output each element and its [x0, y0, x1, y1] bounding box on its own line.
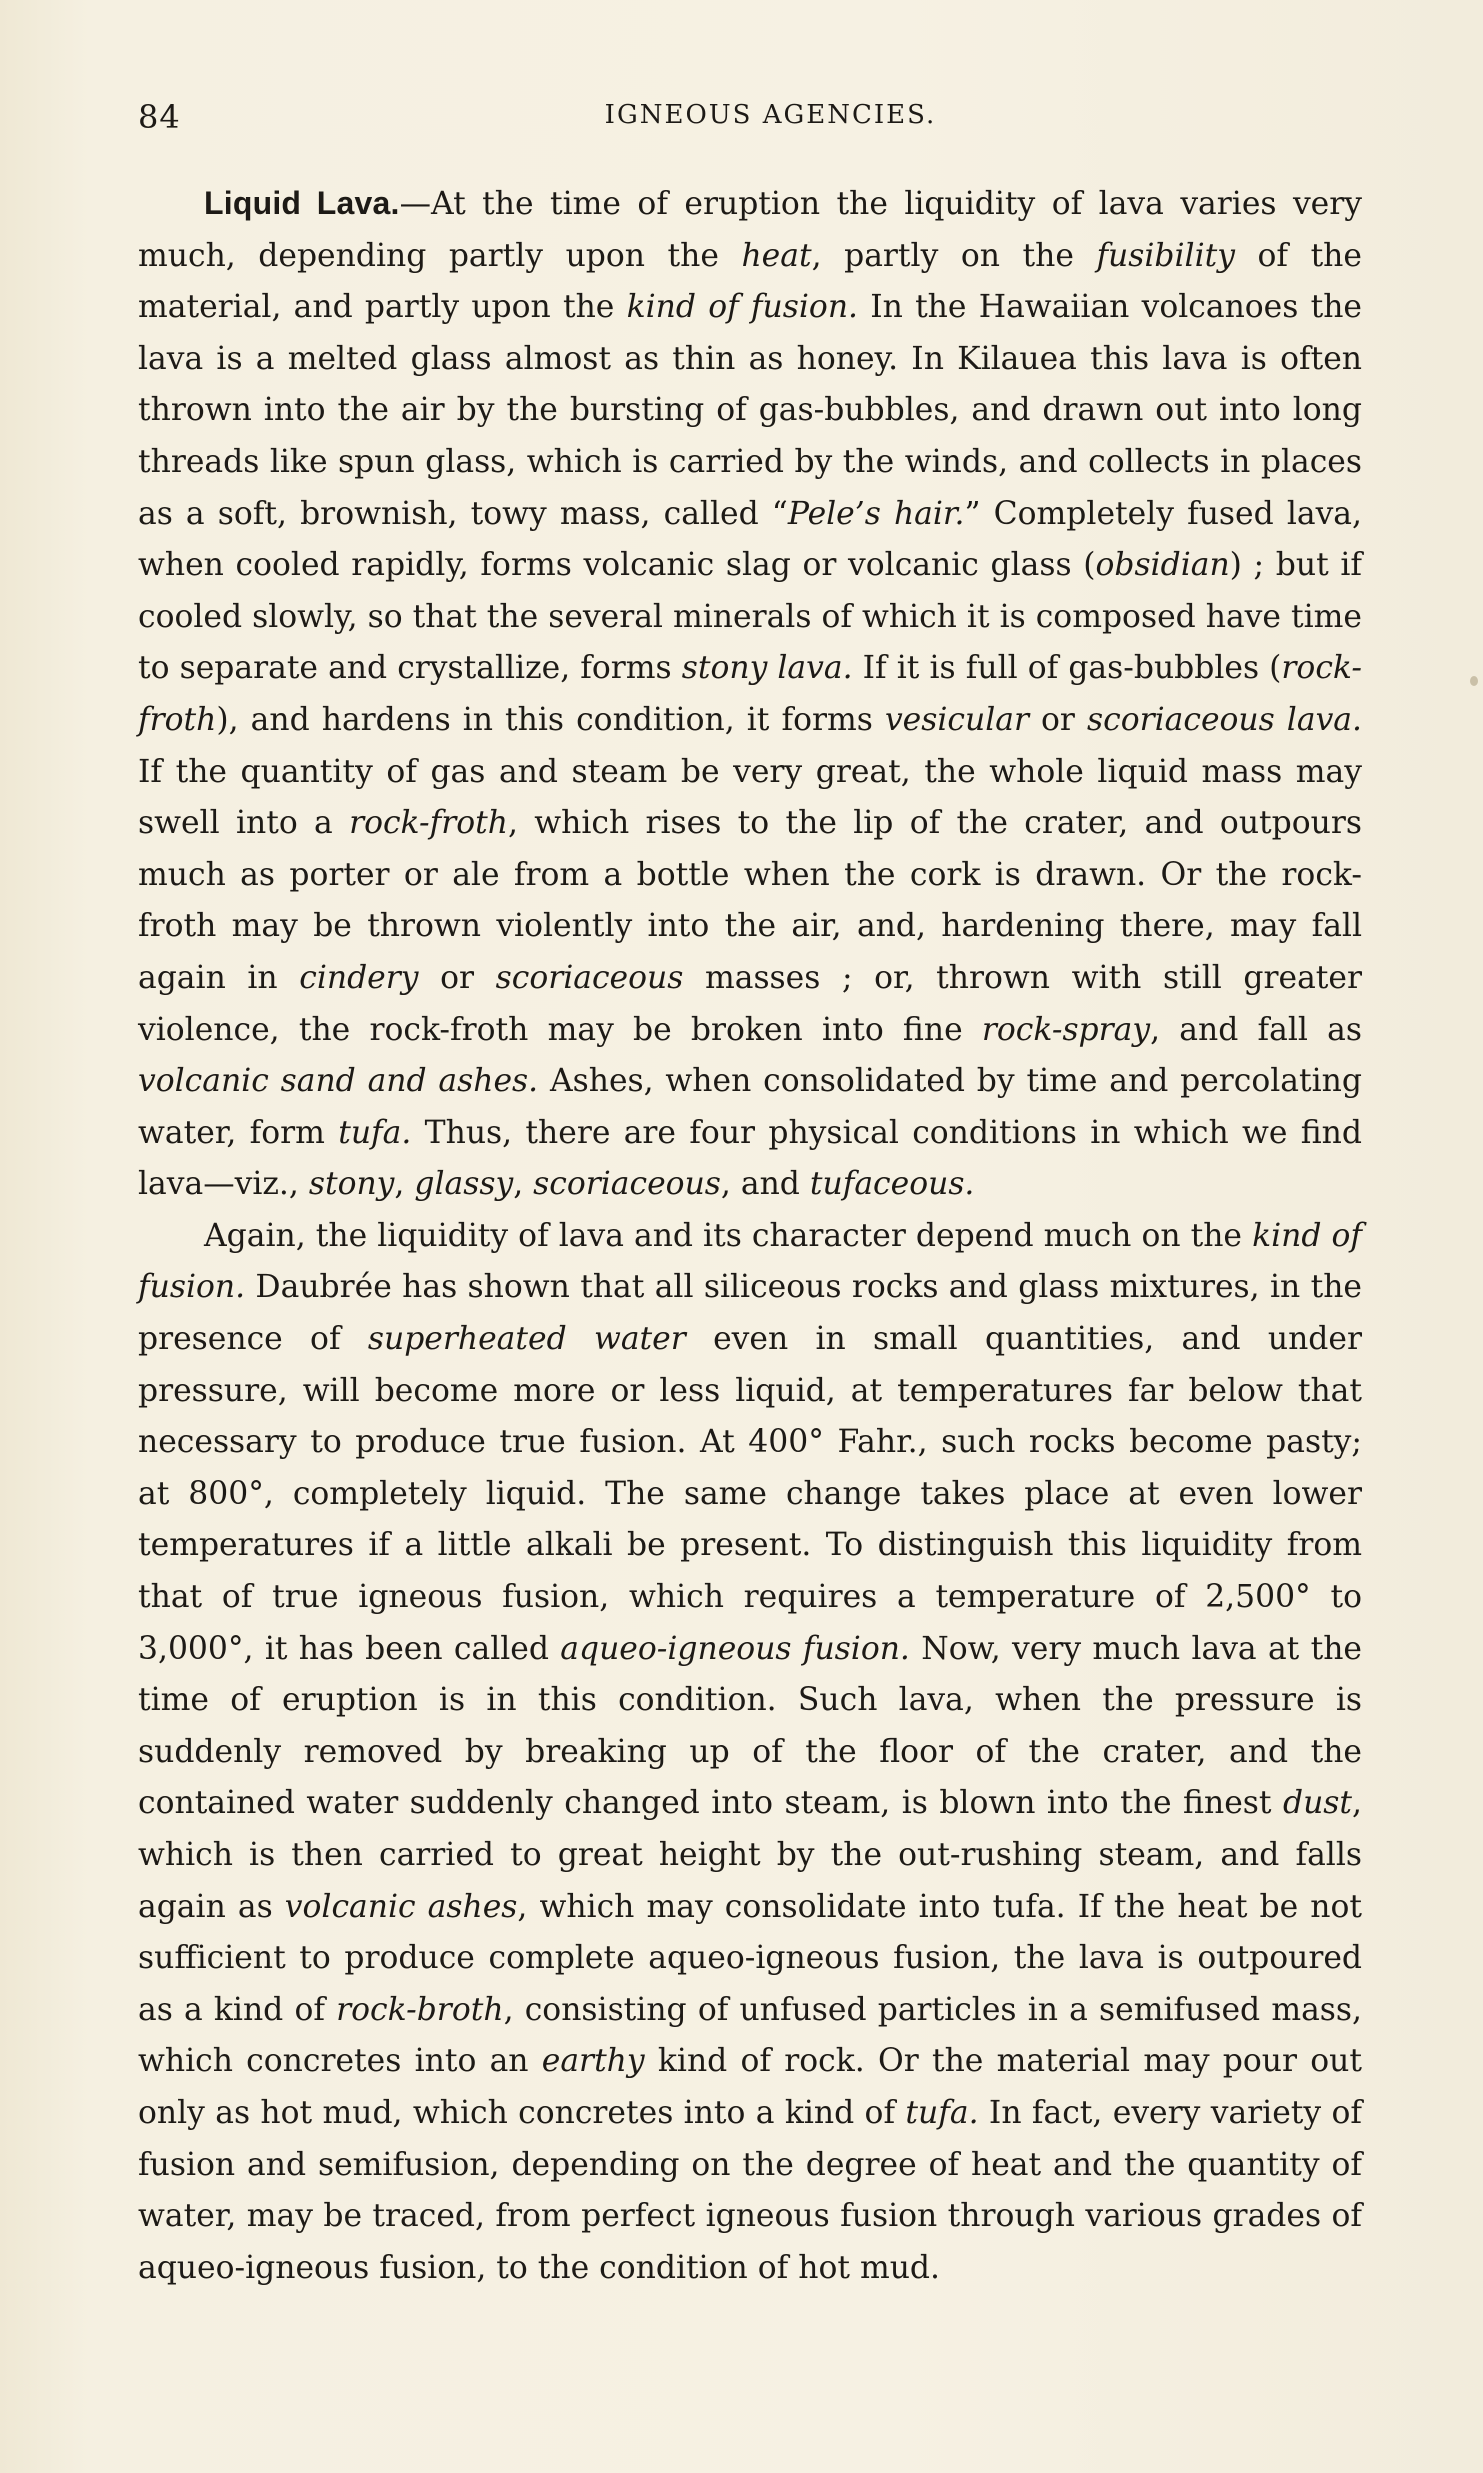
italic-run: superheated water: [367, 1321, 686, 1358]
text-run: , which may consolidate into tufa. If the heat be not sufficient to produce complete aqueo-igneous fusion, the lava is outpoured as a kind of: [138, 1888, 1363, 2028]
text-run: Again, the liquidity of lava and its character depend much on the: [204, 1217, 1253, 1254]
italic-run: Pele’s hair.: [787, 495, 965, 532]
text-run: of the material, and partly upon the: [138, 237, 1362, 326]
text-run: , and: [720, 1166, 810, 1203]
italic-run: kind of fusion.: [138, 1217, 1362, 1306]
text-run: kind of rock. Or the material may pour out only as hot mud, which concretes into a kind of: [138, 2043, 1362, 2131]
paper-speck: [1470, 676, 1478, 686]
italic-run: tufa.: [338, 1114, 412, 1151]
running-head: IGNEOUS AGENCIES.: [604, 100, 937, 130]
paragraph: [138, 178, 1362, 1211]
text-run: , and fall as: [1150, 1011, 1362, 1048]
italic-run: rock-spray: [981, 1011, 1151, 1048]
text-run: In the Hawaiian volcanoes the lava is a melted glass almost as thin as honey. In Kilauea this lava is often thrown into the air by the bursting of gas-bubbles, and drawn out into long threads like spun glass, which is carried by the winds, and collects in places as a soft, brownish, towy mass, called “: [138, 289, 1362, 532]
italic-run: rock-broth: [336, 1991, 504, 2028]
text-run: masses ; or, thrown with still greater violence, the rock-froth may be broken into fine: [138, 959, 1362, 1048]
italic-run: volcanic ashes: [284, 1888, 518, 1925]
paragraph: [138, 1211, 1362, 2294]
italic-run: stony lava.: [681, 650, 853, 687]
italic-run: earthy: [541, 2043, 645, 2080]
text-run: , which is then carried to great height by the out-rushing steam, and falls again as: [138, 1785, 1362, 1925]
italic-run: scoriaceous lava.: [1087, 701, 1362, 738]
text-run: ,: [394, 1166, 415, 1203]
italic-run: vesicular: [884, 701, 1029, 738]
italic-run: rock-froth: [138, 650, 1362, 738]
text-run: Now, very much lava at the time of eruption is in this condition. Such lava, when the pressure is suddenly removed by breaking up of the floor of the crater, and the contained water suddenly changed into steam, is blown into the finest: [138, 1630, 1362, 1822]
page-number: 84: [138, 98, 181, 136]
italic-run: volcanic sand and ashes.: [138, 1063, 539, 1100]
sidehead: Liquid Lava.: [204, 185, 400, 221]
text-run: , consisting of unfused particles in a semifused mass, which concretes into an: [138, 1991, 1362, 2080]
italic-run: scoriaceous: [495, 959, 684, 996]
text-run: Ashes, when consolidated by time and percolating water, form: [138, 1063, 1362, 1151]
text-run: Daubrée has shown that all siliceous rocks and glass mixtures, in the presence of: [138, 1269, 1362, 1358]
paragraph-text: [138, 1218, 1362, 2286]
text-run: or: [1028, 701, 1088, 738]
italic-run: kind of fusion.: [626, 289, 859, 326]
italic-run: cindery: [299, 959, 419, 996]
text-run: ” Completely fused lava, when cooled rapidly, forms volcanic slag or volcanic glass (: [138, 495, 1363, 584]
text-run: If it is full of gas-bubbles (: [852, 650, 1282, 687]
page-header: [138, 98, 1403, 138]
italic-run: rock-froth: [349, 805, 508, 842]
italic-run: obsidian: [1095, 547, 1230, 584]
text-run: Thus, there are four physical conditions in which we find lava—viz.,: [138, 1114, 1362, 1203]
italic-run: scoriaceous: [533, 1166, 721, 1203]
text-run: , partly on the: [811, 237, 1097, 274]
text-run: ) ; but if cooled slowly, so that the several minerals of which it is composed have time to separate and crystallize, forms: [138, 547, 1363, 687]
text-run: ), and hardens in this condition, it forms: [216, 701, 885, 738]
text-run: In fact, every variety of fusion and semifusion, depending on the degree of heat and the quantity of water, may be traced, from perfect igneous fusion through various grades of aqueo-igneous fusion, to the condition of hot mud.: [138, 2094, 1362, 2286]
text-run: ,: [513, 1166, 534, 1203]
text-run: or: [418, 959, 496, 996]
italic-run: aqueo-igneous fusion.: [560, 1630, 910, 1667]
text-run: If the quantity of gas and steam be very great, the whole liquid mass may swell into a: [138, 753, 1362, 842]
text-run: , which rises to the lip of the crater, and outpours much as porter or ale from a bottle when the cork is drawn. Or the rock-froth may be thrown violently into the air, and, hardening there, may fall again in: [138, 805, 1362, 996]
italic-run: tufa.: [905, 2094, 979, 2131]
italic-run: heat: [741, 237, 812, 274]
paragraph-text: [138, 186, 1362, 1202]
italic-run: glassy: [414, 1166, 514, 1203]
italic-run: dust: [1282, 1785, 1353, 1822]
italic-run: fusibility: [1096, 237, 1235, 274]
text-run: —At the time of eruption the liquidity of lava varies very much, depending partly upon the: [138, 186, 1362, 274]
body-text: [138, 178, 1362, 2294]
text-run: even in small quantities, and under pressure, will become more or less liquid, at temperatures far below that necessary to produce true fusion. At 400° Fahr., such rocks become pasty; at 800°, completely liquid. The same change takes place at even lower temperatures if a little alkali be present. To distinguish this liquidity from that of true igneous fusion, which requires a temperature of 2,500° to 3,000°, it has been called: [138, 1321, 1362, 1667]
italic-run: tufaceous.: [809, 1166, 975, 1203]
italic-run: stony: [308, 1166, 395, 1203]
